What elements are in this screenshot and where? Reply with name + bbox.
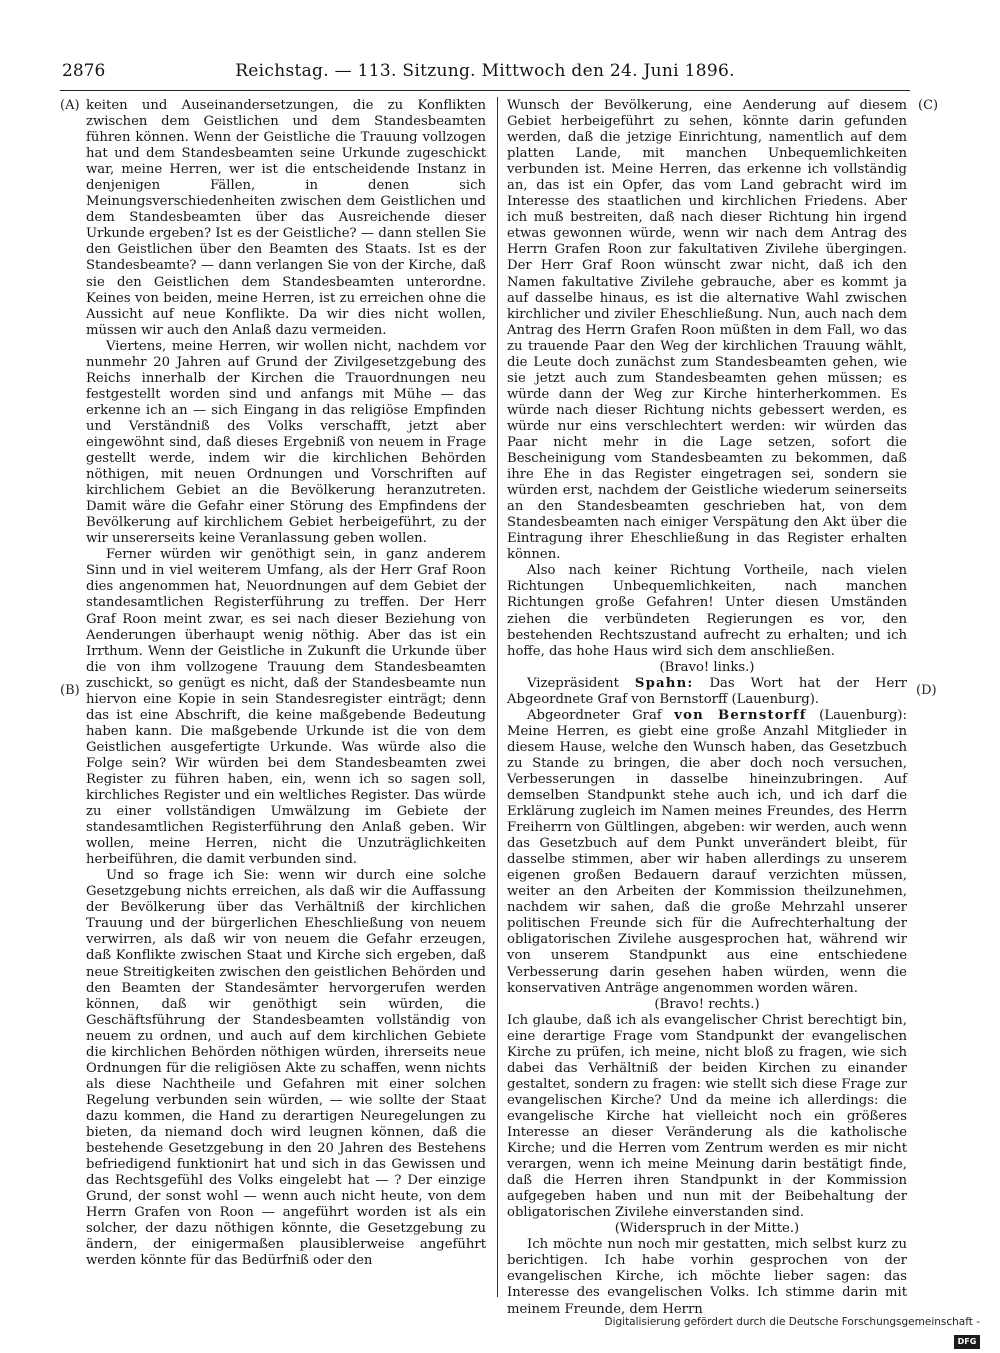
interjection: (Bravo! rechts.) <box>654 996 760 1012</box>
paragraph: Ich glaube, daß ich als evangelischer Christ berechtigt bin, eine derartige Frage vom Standpunkt der evangelischen Kirche zu prüfen, ich meine, nicht bloß zu fragen, wie sich dabei das Verhältniß der beiden Kirchen zu einander gestaltet, sondern zu fragen: wie stellt sich diese Frage zur evangelischen Kirche? Und da meine ich allerdings: die evangelische Kirche hat vielleicht noch ein größeres Interesse an dieser Veränderung als die katholische Kirche; und die Herren vom Zentrum werden es mir nicht verargen, wenn ich meine Meinung darin bestätigt finde, daß die Herren ihren Standpunkt in der Kommission aufgegeben haben und nun mit der Beibehaltung der obligatorischen Zivilehe einverstanden sind. <box>507 1012 907 1221</box>
column-divider <box>497 97 498 1297</box>
dfg-logo: DFG <box>954 1335 980 1349</box>
paragraph: keiten und Auseinandersetzungen, die zu Konflikten zwischen dem Geistlichen und dem Standesbeamten führen können. Wenn der Geistliche die Trauung vollzogen hat und dem Standesbeamten seine Urkunde zugeschickt war, meine Herren, wer ist die entscheidende Instanz in denjenigen Fällen, in denen sich Meinungsverschiedenheiten zwischen dem Geistlichen und dem Standesbeamten über das Ausreichende dieser Urkunde ergeben? Ist es der Geistliche? — dann stellen Sie den Geistlichen über den Beamten des Staats. Ist es der Standesbeamte? — dann verlangen Sie von der Kirche, daß sie den Geistlichen dem Standesbeamten unterordne. Keines von beiden, meine Herren, ist zu erreichen ohne die Aussicht auf neue Konflikte. Da wir dies nicht wollen, müssen wir auch den Anlaß dazu vermeiden. <box>86 98 486 338</box>
speaker-role: Vizepräsident <box>527 675 619 691</box>
margin-marker-d: (D) <box>916 683 937 698</box>
speaker-paragraph <box>507 708 907 997</box>
paragraph: Und so frage ich Sie: wenn wir durch eine solche Gesetzgebung nichts erreichen, als daß wir die Auffassung der Bevölkerung über das Verhältniß der kirchlichen Trauung und der bürgerlichen Eheschließung von neuem verwirren, als daß wir von neuem die Gefahr erzeugen, daß Konflikte zwischen Staat und Kirche sich ergeben, daß neue Streitigkeiten zwischen den geistlichen Behörden und den Beamten der Standesämter hervorgerufen werden können, daß wir genöthigt sein würden, die Geschäftsführung der Standesbeamten vollständig von neuem zu ordnen, und auch auf dem kirchlichen Gebiete die kirchlichen Behörden nöthigen würden, ihrerseits neue Ordnungen für die religiösen Akte zu schaffen, wenn nichts als diese Nachtheile und Gefahren mit einer solchen Regelung verbunden sein würden, — wie sollte der Staat dazu kommen, die Hand zu derartigen Neuregelungen zu bieten, da niemand doch wird leugnen können, daß die bestehende Gesetzgebung in den 20 Jahren des Bestehens befriedigend funktionirt hat und sich in das Gewissen und das Rechtsgefühl des Volks eingelebt hat — ? Der einzige Grund, der sonst wohl — wenn auch nicht heute, von dem Herrn Grafen von Roon — angeführt worden ist als ein solcher, der dazu nöthigen könnte, die Gesetzgebung zu ändern, der einigermaßen plausiblerweise angeführt werden könnte für das Bedürfniß oder den <box>86 868 486 1269</box>
speaker-name: von Bernstorff <box>674 707 807 723</box>
speaker-role: Abgeordneter Graf <box>527 707 662 723</box>
margin-marker-a: (A) <box>60 98 80 113</box>
margin-marker-b: (B) <box>60 683 80 698</box>
paragraph: Also nach keiner Richtung Vortheile, nach vielen Richtungen Unbequemlichkeiten, nach manchen Richtungen große Gefahren! Unter diesen Umständen ziehen die verbündeten Regierungen es vor, den bestehenden Rechtszustand aufrecht zu erhalten; und ich hoffe, das hohe Haus wird sich dem anschließen. <box>507 563 907 659</box>
left-column <box>86 98 486 1269</box>
margin-marker-c: (C) <box>918 98 939 113</box>
running-header <box>62 58 908 84</box>
digitization-credit <box>600 1312 980 1346</box>
speaker-name: Spahn: <box>634 675 694 691</box>
header-rule <box>60 90 910 91</box>
speech-text: (Lauenburg): Meine Herren, es giebt eine große Anzahl Mitglieder in diesem Hause, welche den Wunsch haben, das Gesetzbuch zu Stande zu bringen, die aber doch noch versuchen, Verbesserungen in dasselbe hineinzubringen. Auf demselben Standpunkt stehe auch ich, und ich darf die Erklärung zugleich im Namen meines Freundes, des Herrn Freiherrn von Gültlingen, abgeben: wir werden, auch wenn das Gesetzbuch auf dem Punkt unverändert bleibt, für dasselbe stimmen, aber wir haben allerdings zu unserem eigenen großen Bedauern darauf verzichten müssen, weiter an den Arbeiten der Kommission theilzunehmen, nachdem wir sahen, daß die große Mehrzahl unserer politischen Freunde sich für die Aufrechterhaltung der obligatorischen Zivilehe ausgesprochen hat, während wir von unserem Standpunkt aus eine entschiedene Verbesserung darin gesehen haben würden, wenn die konservativen Anträge angenommen worden wären. <box>507 707 907 996</box>
page-number: 2876 <box>62 61 106 81</box>
credit-text: Digitalisierung gefördert durch die Deutsche Forschungsgemeinschaft - <box>604 1316 980 1328</box>
paragraph: Viertens, meine Herren, wir wollen nicht, nachdem vor nunmehr 20 Jahren auf Grund der Zivilgesetzgebung des Reichs innerhalb der Kirchen die Trauordnungen neu festgestellt worden sind und anfangs mit Mühe — das erkenne ich an — sich Eingang in das religiöse Empfinden und Verständniß des Volks verschafft, jetzt aber eingewöhnt sind, daß dieses Ergebniß von neuem in Frage gestellt werde, indem wir die kirchlichen Behörden nöthigen, mit neuen Ordnungen und Vorschriften auf kirchlichem Gebiet an die Bevölkerung heranzutreten. Damit wäre die Gefahr einer Störung des Empfindens der Bevölkerung auf kirchlichem Gebiet herbeigeführt, zu der wir unsererseits keine Veranlassung geben wollen. <box>86 338 486 547</box>
interjection: (Widerspruch in der Mitte.) <box>614 1221 800 1237</box>
paragraph: Wunsch der Bevölkerung, eine Aenderung auf diesem Gebiet herbeigeführt zu sehen, könnte darin gefunden werden, daß die jetzige Einrichtung, namentlich auf dem platten Lande, mit manchen Unbequemlichkeiten verbunden ist. Meine Herren, das erkenne ich vollständig an, das ist ein Opfer, das vom Land gebracht wird im Interesse des staatlichen und kirchlichen Friedens. Aber ich muß bestreiten, daß nach dieser Richtung hin irgend etwas gewonnen würde, wenn wir nach dem Antrag des Herrn Grafen Roon zur fakultativen Zivilehe übergingen. Der Herr Graf Roon wünscht zwar nicht, daß ich den Namen fakultative Zivilehe gebrauche, aber es kommt ja auf dasselbe hinaus, es ist die alternative Wahl zwischen kirchlicher und ziviler Eheschließung. Nun, auch nach dem Antrag des Herrn Grafen Roon müßten in dem Fall, wo das zu trauende Paar den Weg der kirchlichen Trauung wählt, die Leute doch zunächst zum Standesbeamten gehen, wie sie jetzt auch zum Standesbeamten gehen müssen; es würde dann der Weg zur Kirche hinterherkommen. Es würde nach dieser Richtung nichts gebessert werden, es würde nur eins verschlechtert werden: wir würden das Paar nicht mehr in die Lage setzen, sofort die Bescheinigung vom Standesbeamten zu bekommen, daß ihre Ehe in das Register eingetragen sei, sondern sie würden erst, nachdem der Geistliche wiederum seinerseits an den Standesbeamten geschrieben hat, von dem Standesbeamten nach einiger Verspätung den Akt über die Eintragung ihrer Eheschließung in das Register erhalten können. <box>507 98 907 563</box>
paragraph: Ich möchte nun noch mir gestatten, mich selbst kurz zu berichtigen. Ich habe vorhin gesprochen von der evangelischen Kirche, ich möchte lieber sagen: das Interesse des evangelischen Volks. Ich stimme darin mit meinem Freunde, dem Herrn <box>507 1237 907 1317</box>
running-title: Reichstag. — 113. Sitzung. Mittwoch den 24. Juni 1896. <box>235 61 735 81</box>
speaker-paragraph <box>507 676 907 708</box>
right-column <box>507 98 907 1318</box>
interjection: (Bravo! links.) <box>659 659 755 675</box>
speech-text: Das Wort hat der Herr Abgeordnete Graf von Bernstorff (Lauenburg). <box>507 675 907 707</box>
paragraph: Ferner würden wir genöthigt sein, in ganz anderem Sinn und in viel weiterem Umfang, als der Herr Graf Roon dies angenommen hat, Neuordnungen auf dem Gebiet der standesamtlichen Registerführung zu treffen. Der Herr Graf Roon meint zwar, es sei nach dieser Beziehung von Aenderungen überhaupt wenig nöthig. Aber das ist ein Irrthum. Wenn der Geistliche in Zukunft die Urkunde über die von ihm vollzogene Trauung dem Standesbeamten zuschickt, so genügt es nicht, daß der Standesbeamte nun hiervon eine Kopie in sein Standesregister einträgt; denn das ist eine Abschrift, die keine maßgebende Bedeutung haben kann. Die maßgebende Urkunde ist die von dem Geistlichen ausgefertigte Urkunde. Was würde also die Folge sein? Wir würden bei dem Standesbeamten zwei Register zu führen haben, ein, wenn ich so sagen soll, kirchliches Register und ein weltliches Register. Das würde zu einer vollständigen Umwälzung im Gebiete der standesamtlichen Registerführung den Anlaß geben. Wir wollen, meine Herren, nicht die Unzuträglichkeiten herbeiführen, die damit verbunden sind. <box>86 547 486 868</box>
